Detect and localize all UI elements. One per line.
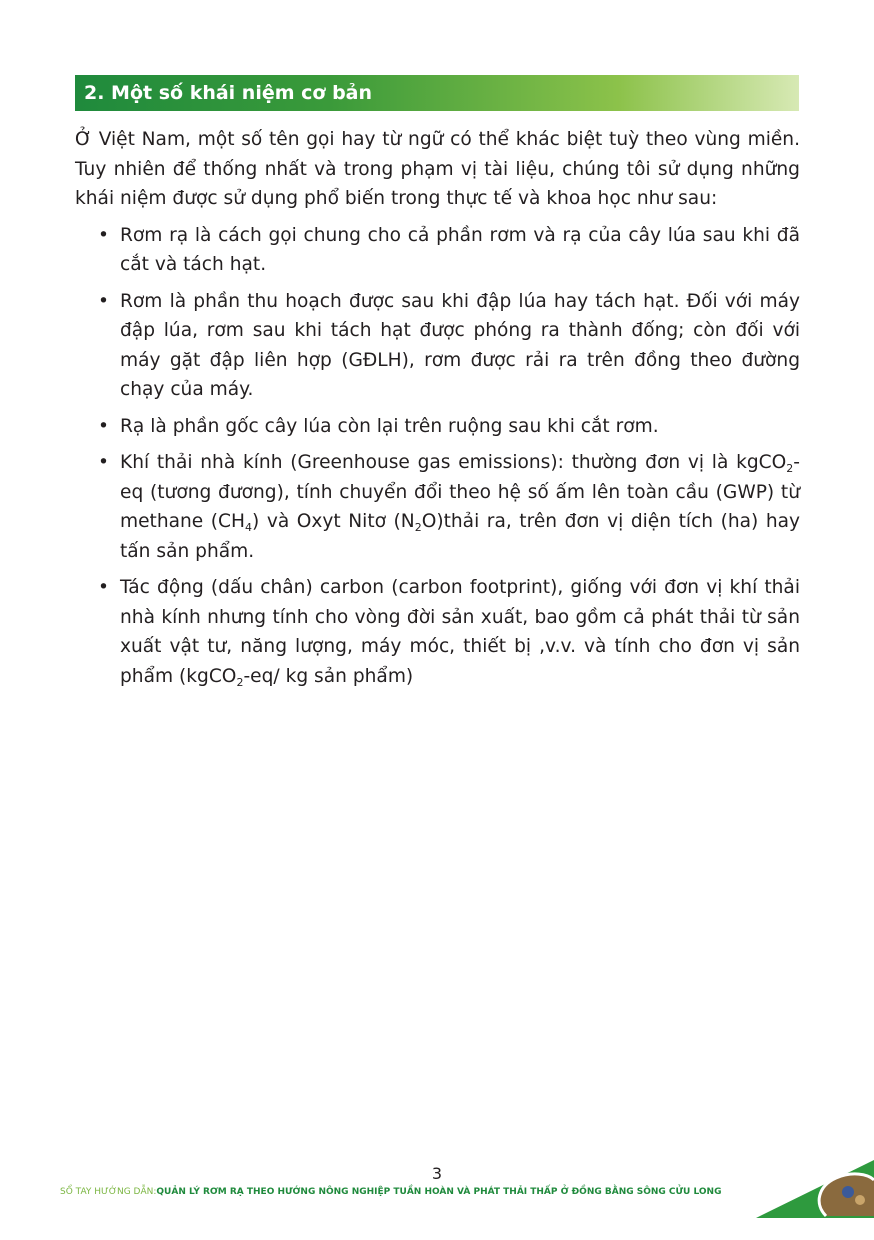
list-item-text — [120, 577, 800, 687]
list-item — [75, 448, 800, 566]
footer-book-title: QUẢN LÝ RƠM RẠ THEO HƯỚNG NÔNG NGHIỆP TUẦN HOÀN VÀ PHÁT THẢI THẤP Ở ĐỒNG BẰNG SÔNG CỬU LONG — [156, 1187, 722, 1197]
text-run: -eq/ kg sản phẩm) — [243, 665, 414, 687]
footer-title — [60, 1187, 780, 1197]
bullet-icon: • — [98, 290, 109, 312]
footer-lead: SỔ TAY HƯỚNG DẪN: — [60, 1187, 157, 1197]
bullet-icon: • — [98, 224, 109, 246]
list-item-text: Rạ là phần gốc cây lúa còn lại trên ruộng sau khi cắt rơm. — [120, 415, 659, 437]
bullet-icon: • — [98, 452, 109, 473]
list-item-text — [120, 452, 800, 562]
corner-logo-image — [756, 1160, 874, 1218]
subscript: 2 — [786, 462, 794, 475]
content-body — [75, 125, 800, 698]
page-number: 3 — [431, 1164, 443, 1183]
bullet-icon: • — [98, 415, 109, 437]
text-run: ) và Oxyt Nitơ (N — [252, 511, 415, 532]
concept-list — [75, 221, 800, 692]
section-title: 2. Một số khái niệm cơ bản — [84, 82, 373, 104]
photo-detail-dot — [842, 1186, 854, 1198]
list-item — [75, 412, 800, 442]
bullet-icon: • — [98, 577, 109, 598]
list-item — [75, 287, 800, 405]
list-item — [75, 573, 800, 691]
subscript: 2 — [236, 675, 244, 689]
subscript: 2 — [414, 521, 422, 534]
text-run: Khí thải nhà kính (Greenhouse gas emissions): thường đơn vị là kgCO — [120, 452, 787, 473]
text-run: -eq (tương đương), tính chuyển đổi theo hệ số ấm lên toàn cầu (GWP) từ methane (CH — [120, 452, 800, 532]
section-header — [75, 75, 799, 111]
photo-detail-dot — [855, 1195, 865, 1205]
intro-paragraph: Ở Việt Nam, một số tên gọi hay từ ngữ có thể khác biệt tuỳ theo vùng miền. Tuy nhiên để thống nhất và trong phạm vị tài liệu, chúng tôi sử dụng những khái niệm được sử dụng phổ biến trong thực tế và khoa học như sau: — [75, 129, 800, 209]
text-run: O)thải ra, trên đơn vị diện tích (ha) hay tấn sản phẩm. — [120, 511, 800, 562]
list-item-text: Rơm là phần thu hoạch được sau khi đập lúa hay tách hạt. Đối với máy đập lúa, rơm sau khi tách hạt được phóng ra thành đống; còn đối với máy gặt đập liên hợp (GĐLH), rơm được rải ra trên đồng theo đường chạy của máy. — [120, 290, 800, 400]
text-run: Tác động (dấu chân) carbon (carbon footprint), giống với đơn vị khí thải nhà kính nhưng tính cho vòng đời sản xuất, bao gồm cả phát thải từ sản xuất vật tư, năng lượng, máy móc, thiết bị ,v.v. và tính cho đơn vị sản phẩm (kgCO — [120, 577, 800, 687]
subscript: 4 — [245, 521, 253, 534]
list-item — [75, 221, 800, 280]
list-item-text: Rơm rạ là cách gọi chung cho cả phần rơm và rạ của cây lúa sau khi đã cắt và tách hạt. — [120, 224, 800, 275]
